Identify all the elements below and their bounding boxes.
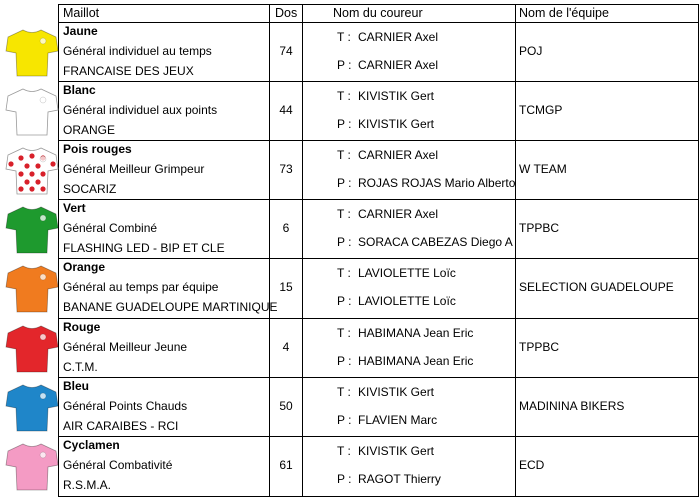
t-label: T :	[337, 444, 351, 458]
jersey-name: Cyclamen	[63, 438, 120, 452]
jersey-name: Jaune	[63, 24, 98, 38]
sponsor: BANANE GUADELOUPE MARTINIQUE	[63, 300, 278, 314]
t-label: T :	[337, 148, 351, 162]
bib-number: 74	[279, 44, 293, 58]
t-rider: HABIMANA Jean Eric	[358, 326, 474, 340]
classification: Général Meilleur Jeune	[63, 340, 188, 354]
sponsor: FLASHING LED - BIP ET CLE	[63, 241, 225, 255]
table-row	[0, 199, 700, 258]
bib-number: 50	[279, 399, 293, 413]
p-label: P :	[337, 413, 352, 427]
jersey	[5, 146, 59, 196]
classification: Général Points Chauds	[63, 399, 188, 413]
classification: Général individuel aux points	[63, 103, 218, 117]
p-label: P :	[337, 354, 352, 368]
t-rider: KIVISTIK Gert	[358, 444, 435, 458]
table-row	[0, 140, 700, 199]
sponsor: FRANCAISE DES JEUX	[63, 64, 194, 78]
p-rider: SORACA CABEZAS Diego A	[358, 235, 513, 249]
jersey-name: Pois rouges	[63, 142, 132, 156]
header-dos: Dos	[275, 6, 298, 20]
t-rider: CARNIER Axel	[358, 30, 439, 44]
p-label: P :	[337, 176, 352, 190]
t-label: T :	[337, 326, 351, 340]
t-rider: KIVISTIK Gert	[358, 385, 435, 399]
classification: Général Combiné	[63, 221, 158, 235]
jersey	[5, 87, 59, 137]
jersey-icon	[5, 442, 59, 492]
t-rider: KIVISTIK Gert	[358, 89, 435, 103]
header-nom-coureur: Nom du coureur	[333, 6, 423, 20]
jersey-name: Orange	[63, 260, 106, 274]
jersey	[5, 205, 59, 255]
team-name: W TEAM	[519, 162, 567, 176]
jersey-name: Bleu	[63, 379, 90, 393]
sponsor: C.T.M.	[63, 360, 98, 374]
sponsor: R.S.M.A.	[63, 478, 112, 492]
team-name: TPPBC	[519, 340, 560, 354]
jersey-icon	[5, 205, 59, 255]
classification: Général Combativité	[63, 458, 173, 472]
jersey	[5, 442, 59, 492]
bib-number: 4	[282, 340, 290, 354]
p-rider: CARNIER Axel	[358, 58, 439, 72]
p-rider: HABIMANA Jean Eric	[358, 354, 474, 368]
jersey	[5, 383, 59, 433]
sponsor: SOCARIZ	[63, 182, 117, 196]
table-row	[0, 258, 700, 317]
jersey-icon	[5, 87, 59, 137]
t-label: T :	[337, 207, 351, 221]
team-name: ECD	[519, 458, 545, 472]
table-row	[0, 318, 700, 377]
bib-number: 44	[279, 103, 293, 117]
classification: Général individuel au temps	[63, 44, 212, 58]
p-rider: FLAVIEN Marc	[358, 413, 438, 427]
jersey-icon	[5, 146, 59, 196]
team-name: MADININA BIKERS	[519, 399, 625, 413]
classification: Général Meilleur Grimpeur	[63, 162, 205, 176]
p-label: P :	[337, 117, 352, 131]
team-name: TCMGP	[519, 103, 563, 117]
bib-number: 73	[279, 162, 293, 176]
team-name: POJ	[519, 44, 543, 58]
jersey	[5, 28, 59, 78]
header-nom-equipe: Nom de l'équipe	[519, 6, 609, 20]
t-label: T :	[337, 385, 351, 399]
jersey-icon	[5, 324, 59, 374]
p-label: P :	[337, 294, 352, 308]
jersey-name: Blanc	[63, 83, 96, 97]
bib-number: 61	[279, 458, 293, 472]
p-label: P :	[337, 58, 352, 72]
t-label: T :	[337, 266, 351, 280]
p-rider: RAGOT Thierry	[358, 472, 441, 486]
jersey-icon	[5, 264, 59, 314]
bib-number: 15	[279, 280, 293, 294]
jersey-name: Rouge	[63, 320, 101, 334]
jersey-icon	[5, 383, 59, 433]
p-rider: ROJAS ROJAS Mario Alberto	[358, 176, 516, 190]
t-label: T :	[337, 89, 351, 103]
t-rider: CARNIER Axel	[358, 148, 439, 162]
header-maillot: Maillot	[63, 6, 100, 20]
jersey-icon	[5, 28, 59, 78]
team-name: TPPBC	[519, 221, 560, 235]
classification: Général au temps par équipe	[63, 280, 219, 294]
p-label: P :	[337, 235, 352, 249]
table-row	[0, 436, 700, 495]
jersey	[5, 324, 59, 374]
bib-number: 6	[282, 221, 290, 235]
jersey-name: Vert	[63, 201, 86, 215]
p-rider: LAVIOLETTE Loïc	[358, 294, 456, 308]
team-name: SELECTION GUADELOUPE	[519, 280, 674, 294]
table-row	[0, 81, 700, 140]
jersey	[5, 264, 59, 314]
sponsor: AIR CARAIBES - RCI	[63, 419, 179, 433]
p-label: P :	[337, 472, 352, 486]
t-rider: CARNIER Axel	[358, 207, 439, 221]
t-rider: LAVIOLETTE Loïc	[358, 266, 456, 280]
p-rider: KIVISTIK Gert	[358, 117, 435, 131]
table-row	[0, 22, 700, 81]
t-label: T :	[337, 30, 351, 44]
table-row	[0, 377, 700, 436]
sponsor: ORANGE	[63, 123, 116, 137]
